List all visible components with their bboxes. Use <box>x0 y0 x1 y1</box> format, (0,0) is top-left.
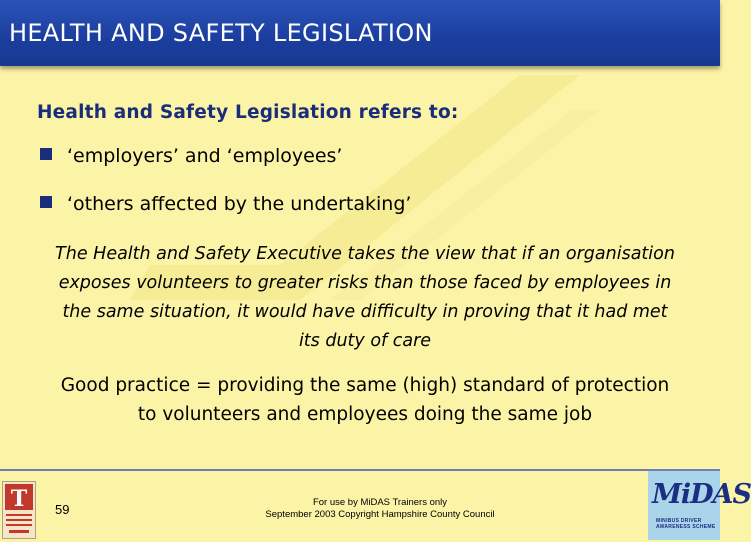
quote-line: exposes volunteers to greater risks than those faced by employees in <box>58 273 672 293</box>
quote-line: the same situation, it would have difficulty in proving that it had met <box>62 302 668 322</box>
good-practice-line: to volunteers and employees doing the same job <box>137 404 593 425</box>
title-bar <box>0 0 720 66</box>
midas-logo <box>648 471 751 540</box>
hse-quote <box>40 240 690 356</box>
square-bullet-icon <box>40 196 52 208</box>
notice-line: September 2003 Copyright Hampshire County Council <box>265 509 495 520</box>
subheading: Health and Safety Legislation refers to: <box>37 102 459 123</box>
logo-letter: T <box>10 486 28 512</box>
bullet-text: ‘employers’ and ‘employees’ <box>67 145 343 167</box>
bullet-text: ‘others affected by the undertaking’ <box>67 193 412 215</box>
good-practice-line: Good practice = providing the same (high) standard of protection <box>60 375 670 396</box>
good-practice-statement <box>30 371 700 429</box>
slide-title: HEALTH AND SAFETY LEGISLATION <box>9 19 433 47</box>
midas-tagline: MINIBUS DRIVER AWARENESS SCHEME <box>656 518 716 530</box>
bullet-item <box>40 145 342 167</box>
copyright-notice <box>230 497 530 521</box>
national-training-awards-logo <box>2 481 36 539</box>
page-number: 59 <box>55 502 70 517</box>
footer-divider <box>0 469 720 471</box>
bullet-item <box>40 193 411 215</box>
midas-wordmark: MiDAS <box>652 479 751 510</box>
quote-line: its duty of care <box>298 331 432 351</box>
quote-line: The Health and Safety Executive takes the view that if an organisation <box>55 244 675 264</box>
notice-line: For use by MiDAS Trainers only <box>312 497 448 508</box>
square-bullet-icon <box>40 148 52 160</box>
